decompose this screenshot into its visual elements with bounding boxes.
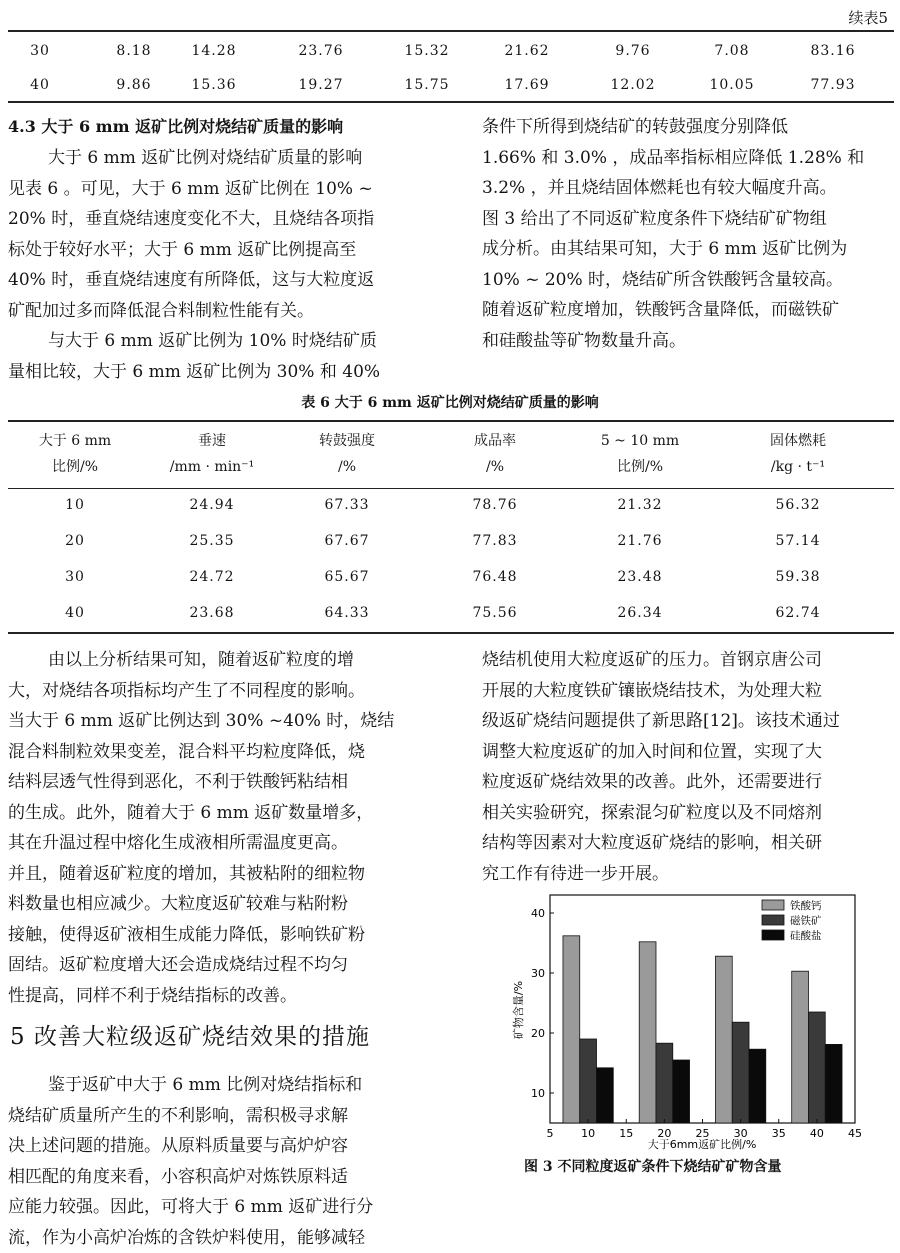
text-line: 10% ~ 20% 时，烧结矿所含铁酸钙含量较高。: [482, 269, 844, 290]
table-cell: 15.32: [404, 43, 450, 59]
bar-calcium-ferrite: [792, 971, 809, 1123]
text-line: 大，对烧结各项指标均产生了不同程度的影响。: [8, 680, 365, 701]
discussion-right-text: [482, 645, 840, 889]
header-line: 大于 6 mm: [38, 433, 112, 449]
section-5-heading: 5 改善大粒级返矿烧结效果的措施: [10, 1024, 370, 1050]
text-line: 图 3 给出了不同返矿粒度条件下烧结矿矿物组: [482, 208, 827, 229]
x-tick-label: 35: [771, 1127, 786, 1140]
text-line: 烧结矿质量所产生的不利影响，需积极寻求解: [8, 1105, 348, 1126]
text-line: 3.2% ，并且烧结固体燃耗也有较大幅度升高。: [482, 178, 837, 198]
section-4-3-left-text: [8, 143, 381, 387]
legend-label: 磁铁矿: [790, 915, 822, 927]
text-line: 级返矿烧结问题提供了新思路[12]。该技术通过: [482, 711, 840, 731]
table-cell: 8.18: [116, 43, 152, 59]
table-cell: 23.68: [189, 605, 235, 621]
y-tick-label: 40: [531, 907, 545, 920]
bar-magnetite: [808, 1012, 825, 1123]
x-tick-label: 5: [546, 1127, 554, 1140]
text-line: 矿配加过多而降低混合料制粒性能有关。: [8, 300, 314, 321]
y-axis-label: 矿物含量/%: [512, 980, 525, 1040]
x-tick-label: 10: [581, 1127, 596, 1140]
legend-swatch: [762, 900, 784, 910]
y-tick-label: 10: [531, 1087, 545, 1100]
bar-magnetite: [732, 1022, 749, 1123]
table-cell: 62.74: [775, 605, 821, 621]
header-line: /mm · min⁻¹: [169, 459, 255, 475]
table-cell: 67.67: [324, 533, 370, 549]
header-line: /%: [485, 459, 505, 475]
table-cell: 25.35: [189, 533, 235, 549]
text-line: 结料层透气性得到恶化，不利于铁酸钙粘结相: [8, 772, 348, 792]
header-line: 5 ~ 10 mm: [600, 433, 680, 449]
header-line: 固体燃耗: [770, 433, 826, 449]
column-header: [292, 428, 402, 480]
section-4-3-right-text: [482, 112, 864, 356]
x-tick-label: 45: [848, 1127, 862, 1140]
table-cell: 12.02: [610, 77, 656, 93]
table-cell: 83.16: [810, 43, 856, 59]
table-cell: 15.75: [404, 77, 450, 93]
table-cell: 10.05: [709, 77, 755, 93]
section-5-text: [8, 1070, 374, 1253]
text-line: 鉴于返矿中大于 6 mm 比例对烧结指标和: [48, 1075, 363, 1095]
table-6-caption: 表 6 大于 6 mm 返矿比例对烧结矿质量的影响: [301, 395, 599, 411]
header-line: /%: [337, 459, 357, 475]
figure-3-bar-chart: [500, 880, 870, 1150]
top-table-bottom-rule: [8, 101, 894, 103]
table-cell: 20: [65, 533, 85, 549]
text-line: 由以上分析结果可知，随着返矿粒度的增: [48, 650, 354, 670]
text-line: 相关实验研究，探索混匀矿粒度以及不同熔剂: [482, 802, 822, 823]
text-line: 随着返矿粒度增加，铁酸钙含量降低，而磁铁矿: [482, 300, 839, 320]
text-line: 1.66% 和 3.0% ，成品率指标相应降低 1.28% 和: [482, 147, 865, 168]
text-line: 20% 时，垂直烧结速度变化不大，且烧结各项指: [8, 209, 375, 229]
discussion-left-text: [8, 645, 395, 1011]
bar-silicate: [597, 1068, 614, 1123]
continued-table-label: 续表5: [848, 9, 888, 27]
header-line: 成品率: [474, 433, 516, 449]
text-line: 粒度返矿烧结效果的改善。此外，还需要进行: [482, 772, 822, 792]
table-cell: 14.28: [191, 43, 237, 59]
legend-swatch: [762, 930, 784, 940]
table-cell: 67.33: [324, 497, 370, 513]
text-line: 的生成。此外，随着大于 6 mm 返矿数量增多，: [8, 802, 374, 823]
text-line: 其在升温过程中熔化生成液相所需温度更高。: [8, 833, 348, 853]
table-cell: 15.36: [191, 77, 237, 93]
header-line: 比例/%: [616, 459, 664, 475]
text-line: 混合料制粒效果变差，混合料平均粒度降低，烧: [8, 741, 365, 762]
column-header: [152, 428, 272, 480]
table-cell: 26.34: [617, 605, 663, 621]
legend-swatch: [762, 915, 784, 925]
table-cell: 24.72: [189, 569, 235, 585]
table-cell: 75.56: [472, 605, 518, 621]
text-line: 相匹配的角度来看，小容积高炉对炼铁原料适: [8, 1166, 348, 1187]
x-tick-label: 15: [619, 1127, 634, 1140]
text-line: 40% 时，垂直烧结速度有所降低，这与大粒度返: [8, 270, 375, 290]
table-cell: 9.76: [615, 43, 651, 59]
text-line: 流，作为小高炉冶炼的含铁炉料使用，能够减轻: [8, 1227, 365, 1248]
table-cell: 56.32: [775, 497, 821, 513]
table-cell: 76.48: [472, 569, 518, 585]
text-line: 决上述问题的措施。从原料质量要与高炉炉容: [8, 1136, 348, 1156]
text-line: 结构等因素对大粒度返矿烧结的影响，相关研: [482, 833, 822, 853]
column-header: [738, 428, 858, 480]
bar-silicate: [749, 1049, 766, 1123]
header-line: /kg · t⁻¹: [770, 459, 826, 475]
text-line: 和硅酸盐等矿物数量升高。: [482, 330, 686, 351]
legend-label: 铁酸钙: [790, 900, 822, 912]
table-cell: 21.62: [504, 43, 550, 59]
table-cell: 30: [65, 569, 85, 585]
text-line: 接触，使得返矿液相生成能力降低，影响铁矿粉: [8, 924, 365, 945]
figure-3-caption: 图 3 不同粒度返矿条件下烧结矿矿物含量: [524, 1159, 782, 1175]
text-line: 成分析。由其结果可知，大于 6 mm 返矿比例为: [482, 239, 848, 259]
bar-magnetite: [656, 1043, 673, 1123]
text-line: 标处于较好水平；大于 6 mm 返矿比例提高至: [8, 239, 357, 260]
table-cell: 30: [30, 43, 50, 59]
legend-label: 硅酸盐: [790, 930, 822, 942]
table-cell: 21.76: [617, 533, 663, 549]
table-6-top-rule: [8, 420, 894, 422]
table-6-bottom-rule: [8, 632, 894, 634]
text-line: 见表 6 。可见，大于 6 mm 返矿比例在 10% ~: [8, 178, 373, 199]
text-line: 开展的大粒度铁矿镶嵌烧结技术，为处理大粒: [482, 680, 822, 701]
table-cell: 17.69: [504, 77, 550, 93]
y-tick-label: 30: [531, 967, 545, 980]
table-cell: 65.67: [324, 569, 370, 585]
text-line: 料数量也相应减少。大粒度返矿较难与粘附粉: [8, 894, 348, 914]
text-line: 性提高，同样不利于烧结指标的改善。: [8, 985, 297, 1006]
bar-silicate: [825, 1044, 842, 1123]
bar-magnetite: [580, 1039, 597, 1123]
text-line: 究工作有待进一步开展。: [482, 863, 669, 884]
x-tick-label: 40: [809, 1127, 824, 1140]
bar-calcium-ferrite: [639, 942, 656, 1123]
table-cell: 19.27: [298, 77, 344, 93]
text-line: 条件下所得到烧结矿的转鼓强度分别降低: [482, 117, 788, 137]
text-line: 调整大粒度返矿的加入时间和位置，实现了大: [482, 741, 822, 762]
column-header: [20, 428, 130, 480]
top-table-rule: [8, 30, 894, 32]
text-line: 固结。返矿粒度增大还会造成烧结过程不均匀: [8, 955, 348, 975]
section-4-3-heading: 4.3 大于 6 mm 返矿比例对烧结矿质量的影响: [8, 117, 344, 136]
bar-silicate: [673, 1060, 690, 1123]
y-tick-label: 20: [531, 1027, 545, 1040]
x-axis-label: 大于6mm返矿比例/%: [647, 1138, 757, 1150]
text-line: 并且，随着返矿粒度的增加，其被粘附的细粒物: [8, 863, 365, 884]
table-cell: 77.93: [810, 77, 856, 93]
text-line: 与大于 6 mm 返矿比例为 10% 时烧结矿质: [48, 331, 377, 351]
x-tick-label: 20: [657, 1127, 672, 1140]
table-cell: 78.76: [472, 497, 518, 513]
bar-calcium-ferrite: [715, 956, 732, 1123]
bar-calcium-ferrite: [563, 936, 580, 1123]
text-line: 烧结机使用大粒度返矿的压力。首钢京唐公司: [482, 650, 822, 670]
table-cell: 40: [65, 605, 85, 621]
table-cell: 9.86: [116, 77, 152, 93]
column-header: [440, 428, 550, 480]
text-line: 量相比较，大于 6 mm 返矿比例为 30% 和 40%: [8, 361, 381, 382]
x-tick-label: 30: [733, 1127, 748, 1140]
table-cell: 77.83: [472, 533, 518, 549]
table-cell: 64.33: [324, 605, 370, 621]
table-cell: 7.08: [714, 43, 750, 59]
table-cell: 57.14: [775, 533, 821, 549]
x-tick-label: 25: [695, 1127, 710, 1140]
table-cell: 40: [30, 77, 50, 93]
header-line: 垂速: [198, 433, 226, 449]
table-cell: 10: [65, 497, 85, 513]
table-6-header-rule: [8, 488, 894, 489]
table-cell: 23.48: [617, 569, 663, 585]
table-cell: 23.76: [298, 43, 344, 59]
header-line: 转鼓强度: [319, 433, 375, 449]
header-line: 比例/%: [51, 459, 99, 475]
table-cell: 21.32: [617, 497, 663, 513]
text-line: 当大于 6 mm 返矿比例达到 30% ~40% 时，烧结: [8, 711, 395, 731]
column-header: [580, 428, 700, 480]
table-cell: 59.38: [775, 569, 821, 585]
text-line: 大于 6 mm 返矿比例对烧结矿质量的影响: [48, 148, 363, 168]
table-cell: 24.94: [189, 497, 235, 513]
text-line: 应能力较强。因此，可将大于 6 mm 返矿进行分: [8, 1197, 374, 1217]
